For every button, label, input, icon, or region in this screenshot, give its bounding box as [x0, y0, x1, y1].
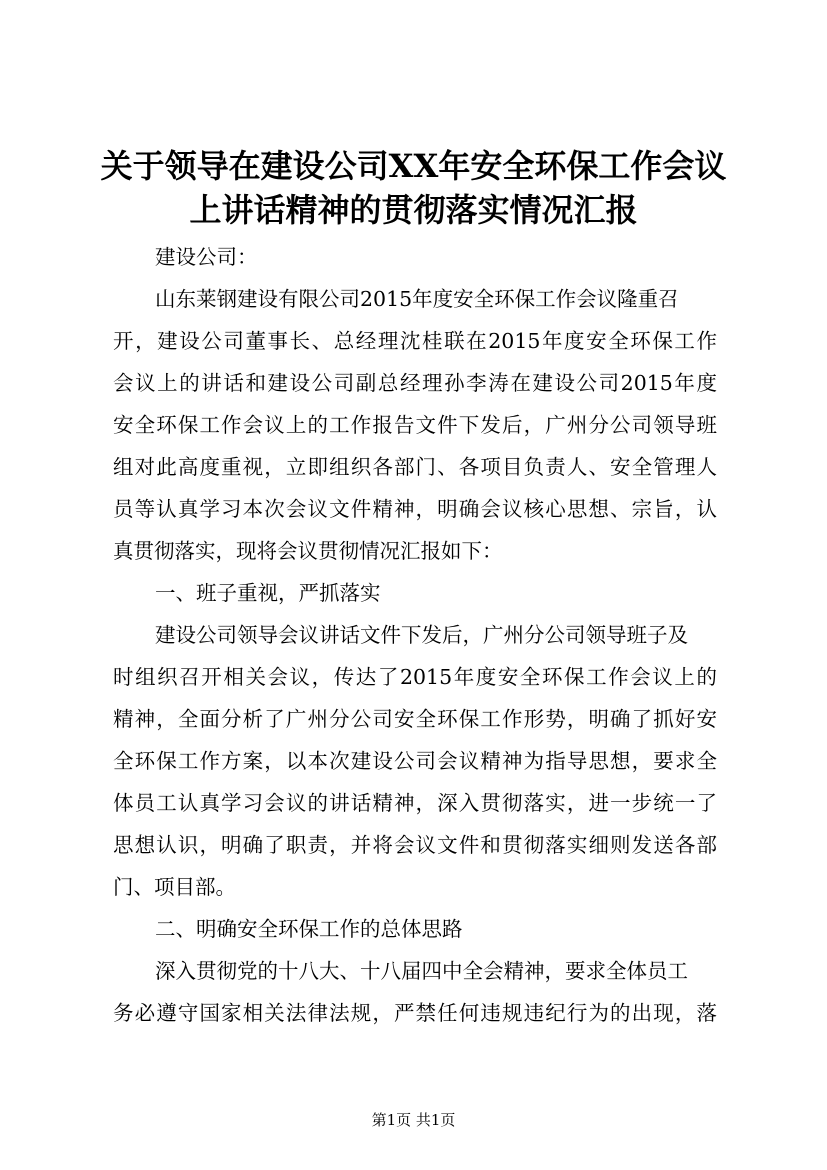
paragraph-line: 时组织召开相关会议，传达了2015年度安全环保工作会议上的 — [113, 665, 717, 689]
section-heading: 一、班子重视，严抓落实 — [155, 581, 381, 605]
paragraph-line: 体员工认真学习会议的讲话精神，深入贯彻落实，进一步统一了 — [113, 791, 717, 815]
document-title-line-1: 关于领导在建设公司XX年安全环保工作会议 — [100, 147, 727, 185]
paragraph-line: 务必遵守国家相关法律法规，严禁任何违规违纪行为的出现，落 — [113, 1001, 717, 1025]
paragraph-line: 员等认真学习本次会议文件精神，明确会议核心思想、宗旨，认 — [113, 497, 717, 521]
section-heading: 二、明确安全环保工作的总体思路 — [155, 917, 463, 941]
paragraph-line: 门、项目部。 — [113, 875, 236, 899]
paragraph-line: 安全环保工作会议上的工作报告文件下发后，广州分公司领导班 — [113, 413, 717, 437]
salutation: 建设公司： — [155, 245, 258, 269]
paragraph-line: 深入贯彻党的十八大、十八届四中全会精神，要求全体员工 — [155, 959, 688, 983]
paragraph-line: 真贯彻落实，现将会议贯彻情况汇报如下： — [113, 539, 503, 563]
paragraph-line: 思想认识，明确了职责，并将会议文件和贯彻落实细则发送各部 — [113, 833, 717, 857]
document-title-line-2: 上讲话精神的贯彻落实情况汇报 — [189, 191, 638, 229]
paragraph-line: 开，建设公司董事长、总经理沈桂联在2015年度安全环保工作 — [113, 329, 717, 353]
paragraph-line: 精神，全面分析了广州分公司安全环保工作形势，明确了抓好安 — [113, 707, 717, 731]
paragraph-line: 全环保工作方案，以本次建设公司会议精神为指导思想，要求全 — [113, 749, 717, 773]
paragraph-line: 山东莱钢建设有限公司2015年度安全环保工作会议隆重召 — [155, 287, 679, 311]
page-footer: 第1页 共1页 — [371, 1111, 456, 1129]
paragraph-line: 组对此高度重视，立即组织各部门、各项目负责人、安全管理人 — [113, 455, 717, 479]
paragraph-line: 会议上的讲话和建设公司副总经理孙李涛在建设公司2015年度 — [113, 371, 717, 395]
paragraph-line: 建设公司领导会议讲话文件下发后，广州分公司领导班子及 — [155, 623, 688, 647]
